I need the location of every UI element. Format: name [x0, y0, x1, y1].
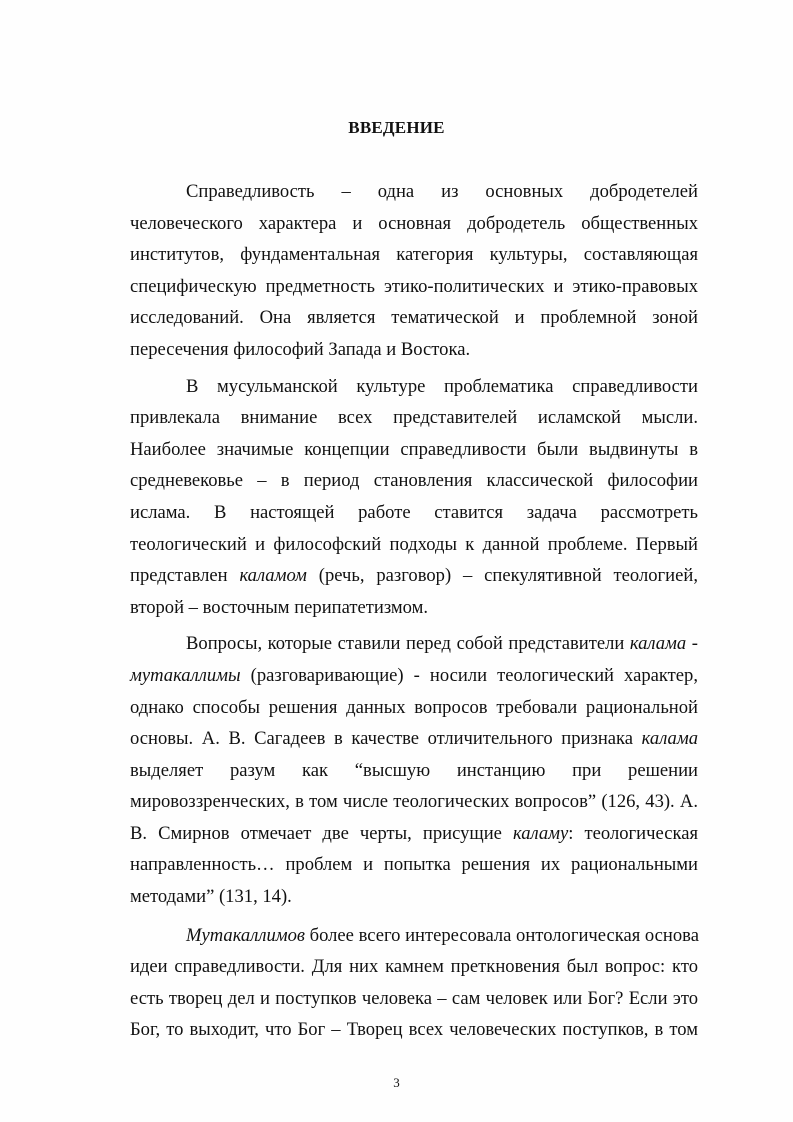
text-line	[130, 818, 698, 850]
italic-term: Мутакаллимов	[186, 924, 305, 946]
text-line: пересечения философий Запада и Востока.	[130, 338, 471, 360]
text-run: В. Смирнов отмечает две черты, присущие	[130, 822, 513, 844]
text-line: мировоззренческих, в том числе теологических вопросов” (126, 43). А.	[130, 791, 698, 813]
text-run: более всего интересовала онтологическая основа	[304, 924, 699, 946]
text-line: Справедливость – одна из основных добродетелей	[186, 181, 698, 202]
text-run: Вопросы, которые ставили перед собой представители	[186, 633, 630, 655]
text-line: привлекала внимание всех представителей исламской мысли.	[130, 407, 698, 429]
text-run: : теологическая	[568, 822, 698, 844]
paragraph-4	[130, 920, 698, 1046]
paragraph-3	[130, 628, 698, 912]
text-line: идеи справедливости. Для них камнем преткновения был вопрос: кто	[130, 956, 698, 978]
paragraph-2	[130, 371, 698, 624]
text-line	[130, 660, 698, 692]
text-line: человеческого характера и основная добродетель общественных	[130, 212, 698, 234]
text-line: В мусульманской культуре проблематика справедливости	[186, 375, 698, 397]
text-run: -	[686, 633, 698, 655]
text-line: есть творец дел и поступков человека – сам человек или Бог? Если это	[130, 987, 698, 1009]
page-number: 3	[393, 1075, 400, 1090]
body-text	[130, 176, 698, 1046]
page-title: ВВЕДЕНИЕ	[348, 118, 445, 137]
text-line: выделяет разум как “высшую инстанцию при решении	[130, 759, 698, 781]
text-line: Бог, то выходит, что Бог – Творец всех человеческих поступков, в том	[130, 1019, 698, 1041]
text-line: однако способы решения данных вопросов требовали рациональной	[130, 696, 698, 718]
text-line: методами” (131, 14).	[130, 886, 292, 908]
text-line: институтов, фундаментальная категория культуры, составляющая	[130, 244, 698, 266]
italic-term: мутакаллимы	[130, 664, 241, 686]
text-line	[130, 723, 698, 755]
text-line: средневековье – в период становления классической философии	[130, 470, 698, 492]
text-run: (разговаривающие) - носили теологический характер,	[240, 664, 698, 686]
italic-term: калама	[641, 728, 698, 750]
text-run: представлен	[130, 565, 240, 587]
text-line: специфическую предметность этико-политических и этико-правовых	[130, 275, 698, 297]
italic-term: калама	[629, 633, 687, 655]
text-line: направленность… проблем и попытка решения их рациональными	[130, 854, 698, 876]
text-line: второй – восточным перипатетизмом.	[130, 596, 429, 618]
text-line: ислама. В настоящей работе ставится задача рассмотреть	[130, 501, 698, 523]
text-line: теологический и философский подходы к данной проблеме. Первый	[130, 533, 698, 555]
italic-term: каламу	[513, 822, 569, 844]
italic-term: каламом	[239, 565, 307, 587]
paragraph-1	[130, 176, 698, 366]
text-line	[130, 560, 698, 592]
text-line: исследований. Она является тематической и проблемной зоной	[130, 307, 698, 329]
text-run: основы. А. В. Сагадеев в качестве отличительного признака	[130, 728, 642, 750]
text-line: Наиболее значимые концепции справедливости были выдвинуты в	[130, 438, 698, 460]
text-line	[130, 628, 698, 660]
text-run: (речь, разговор) – спекулятивной теологией,	[306, 565, 698, 587]
text-line	[130, 920, 698, 952]
